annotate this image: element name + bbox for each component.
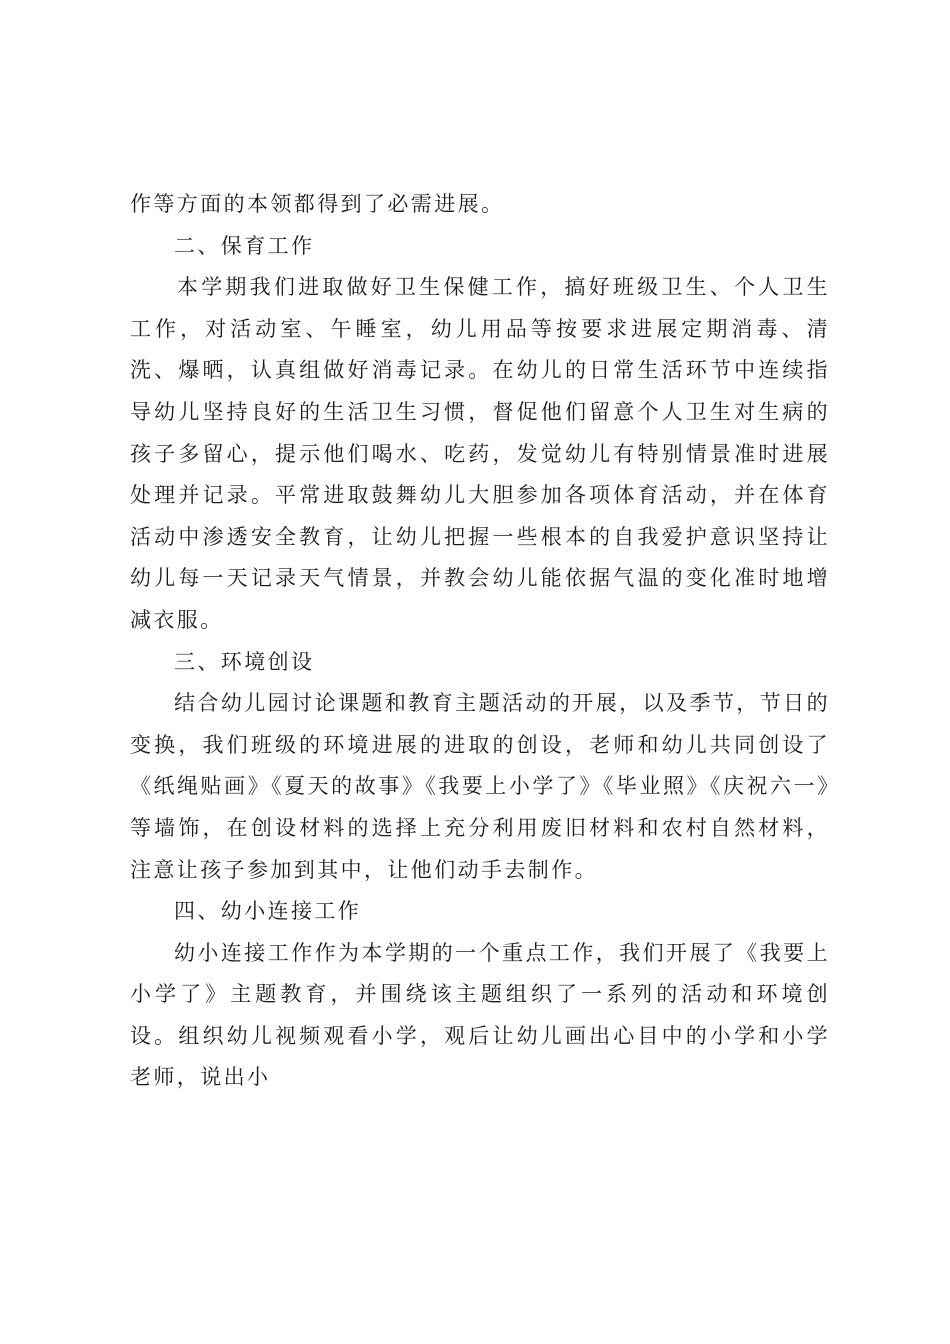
paragraph-transition: 幼小连接工作作为本学期的一个重点工作，我们开展了《我要上小学了》主题教育，并围绕该主题组织了一系列的活动和环境创设。组织幼儿视频观看小学，观后让幼儿画出心目中的小学和小学老师，说出小 (130, 940, 830, 1090)
section-heading-transition: 四、幼小连接工作 (174, 899, 362, 924)
document-body (130, 184, 830, 1099)
paragraph-childcare: 本学期我们进取做好卫生保健工作，搞好班级卫生、个人卫生工作，对活动室、午睡室，幼儿用品等按要求进展定期消毒、清洗、爆晒，认真组做好消毒记录。在幼儿的日常生活环节中连续指导幼儿坚持良好的生活卫生习惯，督促他们留意个人卫生对生病的孩子多留心，提示他们喝水、吃药，发觉幼儿有特别情景准时进展处理并记录。平常进取鼓舞幼儿大胆参加各项体育活动，并在体育活动中渗透安全教育，让幼儿把握一些根本的自我爱护意识坚持让幼儿每一天记录天气情景，并教会幼儿能依据气温的变化准时地增减衣服。 (130, 275, 830, 632)
paragraph-continuation: 作等方面的本领都得到了必需进展。 (130, 192, 505, 216)
paragraph-environment: 结合幼儿园讨论课题和教育主题活动的开展，以及季节，节日的变换，我们班级的环境进展的进取的创设，老师和幼儿共同创设了《纸绳贴画》《夏天的故事》《我要上小学了》《毕业照》《庆祝六一》等墙饰，在创设材料的选择上充分利用废旧材料和农村自然材料，注意让孩子参加到其中，让他们动手去制作。 (130, 691, 830, 882)
section-heading-childcare: 二、保育工作 (174, 233, 315, 258)
section-heading-environment: 三、环境创设 (174, 649, 315, 674)
